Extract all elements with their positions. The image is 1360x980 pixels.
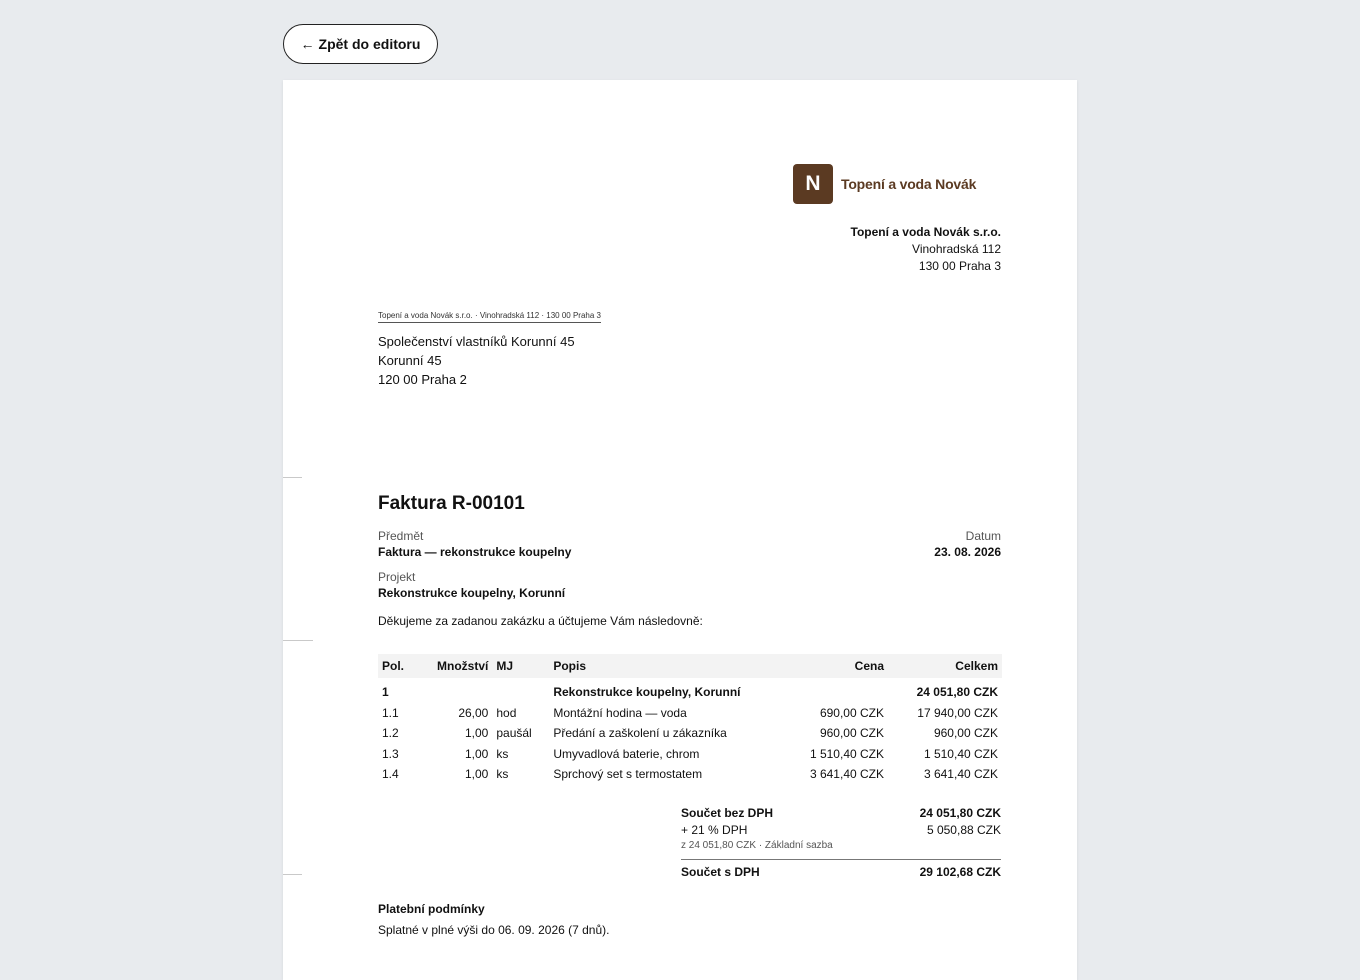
col-desc-header: Popis: [549, 654, 770, 678]
row-total: 960,00 CZK: [933, 726, 998, 741]
sender-return-line: Topení a voda Novák s.r.o. · Vinohradská 112 · 130 00 Praha 3: [378, 311, 601, 323]
row-price: 3 641,40 CZK: [809, 767, 884, 782]
row-pos: 1.3: [382, 746, 399, 761]
date-value: 23. 08. 2026: [934, 545, 1001, 559]
row-unit: ks: [496, 767, 509, 782]
table-row: [378, 723, 1002, 744]
row-total: 1 510,40 CZK: [923, 746, 998, 761]
invoice-subject: [378, 528, 571, 560]
row-price: 690,00 CZK: [819, 705, 884, 720]
payment-terms-text: Splatné v plné výši do 06. 09. 2026 (7 dnů).: [378, 923, 610, 937]
row-desc: Rekonstrukce koupelny, Korunní: [553, 685, 741, 700]
col-pos-header: Pol.: [378, 654, 433, 678]
row-pos: 1.4: [382, 767, 399, 782]
invoice-title: Faktura R-00101: [378, 493, 525, 514]
row-qty: 26,00: [458, 705, 489, 720]
vat-value: 5 050,88 CZK: [926, 823, 1001, 837]
row-qty: 1,00: [464, 767, 489, 782]
row-desc: Montážní hodina — voda: [553, 705, 687, 720]
col-qty-header: Množství: [433, 654, 492, 678]
back-to-editor-button[interactable]: [283, 24, 438, 64]
intro-text: Děkujeme za zadanou zakázku a účtujeme Vám následovně:: [378, 614, 703, 628]
fold-mark-bottom: [283, 874, 302, 875]
row-unit: hod: [496, 705, 517, 720]
row-unit: [492, 678, 549, 703]
row-desc: Předání a zaškolení u zákazníka: [553, 726, 727, 741]
vat-row: [681, 822, 1001, 839]
company-city: 130 00 Praha 3: [918, 259, 1001, 273]
col-total-header: Celkem: [888, 654, 1002, 678]
total-value: 29 102,68 CZK: [919, 865, 1001, 879]
company-street: Vinohradská 112: [912, 242, 1001, 256]
col-unit-header: MJ: [492, 654, 549, 678]
logo-text: Topení a voda Novák: [841, 176, 977, 192]
project-value: Rekonstrukce koupelny, Korunní: [378, 586, 566, 600]
project-label: Projekt: [378, 570, 416, 584]
row-total: 17 940,00 CZK: [917, 705, 998, 720]
row-qty: 1,00: [464, 746, 489, 761]
totals-block: [681, 805, 1001, 881]
row-unit: ks: [496, 746, 509, 761]
company-address: [851, 224, 1002, 275]
vat-note: z 24 051,80 CZK · Základní sazba: [681, 840, 833, 851]
subject-value: Faktura — rekonstrukce koupelny: [378, 545, 572, 559]
subtotal-label: Součet bez DPH: [681, 806, 774, 820]
recipient-city: 120 00 Praha 2: [378, 372, 467, 387]
row-desc: Umyvadlová baterie, chrom: [553, 746, 700, 761]
row-total: 24 051,80 CZK: [916, 685, 998, 700]
subject-label: Předmět: [378, 529, 424, 543]
date-label: Datum: [965, 529, 1001, 543]
logo-mark: N: [793, 164, 833, 204]
row-qty: 1,00: [464, 726, 489, 741]
totals-divider: [681, 859, 1001, 860]
invoice-date: [934, 528, 1001, 560]
company-logo: [793, 164, 976, 204]
back-to-editor-label: Zpět do editoru: [318, 36, 421, 52]
subtotal-value: 24 051,80 CZK: [919, 806, 1001, 820]
invoice-page: [283, 80, 1077, 980]
table-row: [378, 703, 1002, 724]
table-row: [378, 764, 1002, 785]
row-unit: paušál: [496, 726, 532, 741]
row-price: 1 510,40 CZK: [809, 746, 884, 761]
recipient-address: [378, 332, 575, 389]
total-row: [681, 864, 1001, 881]
row-desc: Sprchový set s termostatem: [553, 767, 703, 782]
fold-mark-top: [283, 477, 302, 478]
items-table: [378, 654, 1002, 785]
fold-mark-center: [283, 640, 313, 641]
recipient-street: Korunní 45: [378, 353, 442, 368]
row-price: [770, 678, 888, 703]
row-pos: 1: [382, 685, 389, 700]
arrow-left-icon: ←: [300, 36, 315, 52]
subtotal-row: [681, 805, 1001, 822]
row-pos: 1.2: [382, 726, 399, 741]
table-header-row: [378, 654, 1002, 678]
row-pos: 1.1: [382, 705, 399, 720]
payment-terms-title: Platební podmínky: [378, 902, 485, 916]
row-price: 960,00 CZK: [819, 726, 884, 741]
row-qty: [433, 678, 492, 703]
invoice-project: [378, 569, 565, 601]
col-price-header: Cena: [770, 654, 888, 678]
vat-label: + 21 % DPH: [681, 823, 748, 837]
company-name: Topení a voda Novák s.r.o.: [850, 225, 1001, 239]
row-total: 3 641,40 CZK: [923, 767, 998, 782]
total-label: Součet s DPH: [681, 865, 760, 879]
table-row: [378, 744, 1002, 765]
table-row: [378, 678, 1002, 703]
recipient-name: Společenství vlastníků Korunní 45: [378, 334, 575, 349]
